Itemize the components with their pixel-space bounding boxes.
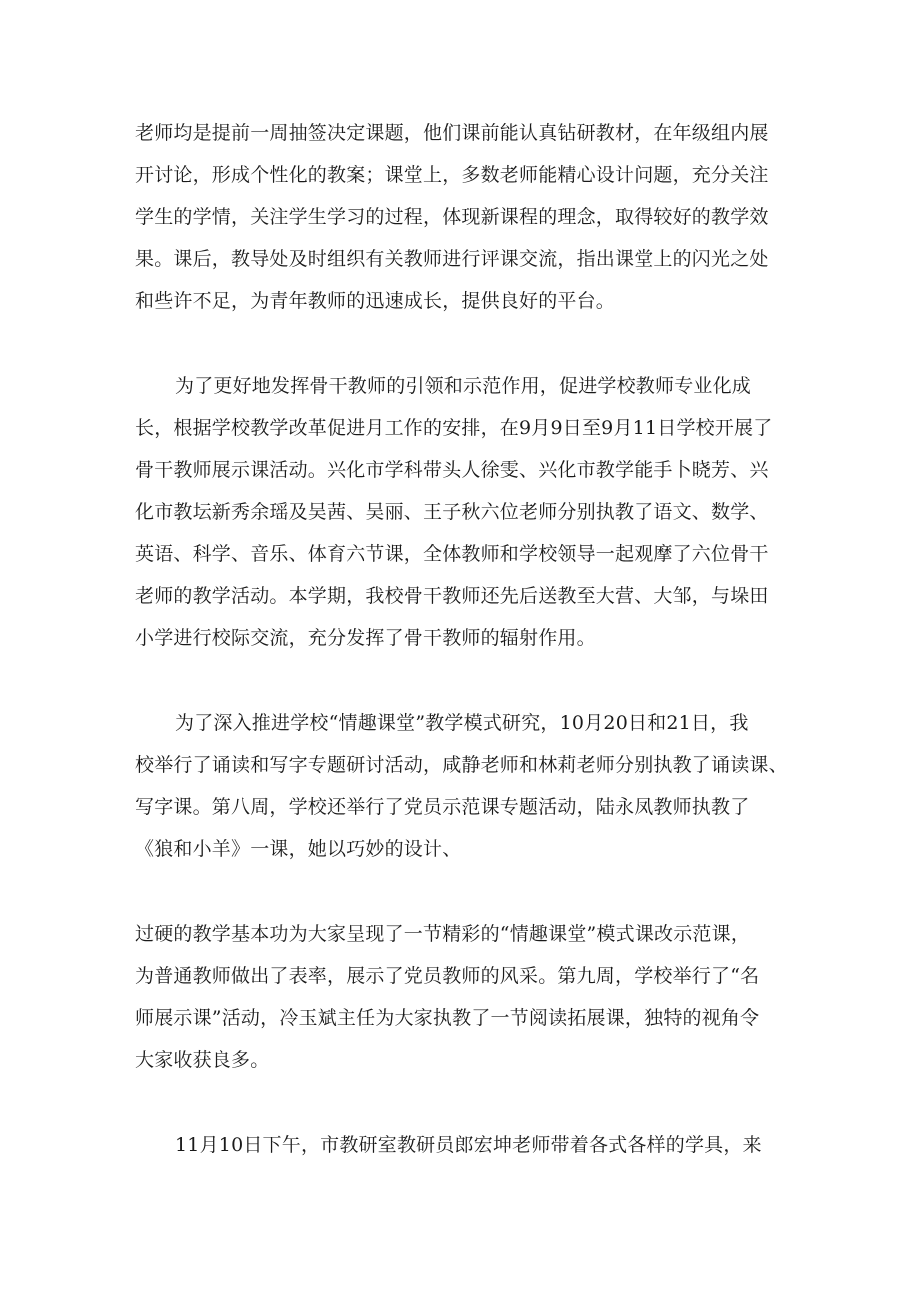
text-line: 小学进行校际交流，充分发挥了骨干教师的辐射作用。 xyxy=(135,627,596,649)
text-line: 11月10日下午，市教研室教研员郎宏坤老师带着各式各样的学具，来 xyxy=(175,1134,762,1156)
text-line: 为普通教师做出了表率，展示了党员教师的风采。第九周，学校举行了“名 xyxy=(135,965,760,987)
text-line: 学生的学情，关注学生学习的过程，体现新课程的理念，取得较好的教学效 xyxy=(135,206,769,228)
text-line: 果。课后，教导处及时组织有关教师进行评课交流，指出课堂上的闪光之处 xyxy=(135,248,769,270)
text-line: 和些许不足，为青年教师的迅速成长，提供良好的平台。 xyxy=(135,290,616,312)
text-line: 开讨论，形成个性化的教案；课堂上，多数老师能精心设计问题，充分关注 xyxy=(135,164,769,186)
text-line: 化市教坛新秀余瑶及吴茜、吴丽、王子秋六位老师分别执教了语文、数学、 xyxy=(135,501,769,523)
text-line: 校举行了诵读和写字专题研讨活动，咸静老师和林莉老师分别执教了诵读课、 xyxy=(135,754,788,776)
text-line: 过硬的教学基本功为大家呈现了一节精彩的“情趣课堂”模式课改示范课， xyxy=(135,923,751,945)
text-line: 为了深入推进学校“情趣课堂”教学模式研究，10月20日和21日，我 xyxy=(175,712,749,734)
text-line: 为了更好地发挥骨干教师的引领和示范作用，促进学校教师专业化成 xyxy=(175,375,752,397)
text-line: 大家收获良多。 xyxy=(135,1049,270,1071)
text-line: 英语、科学、音乐、体育六节课，全体教师和学校领导一起观摩了六位骨干 xyxy=(135,543,769,565)
text-line: 《狼和小羊》一课，她以巧妙的设计、 xyxy=(135,838,462,860)
text-line: 老师均是提前一周抽签决定课题，他们课前能认真钻研教材，在年级组内展 xyxy=(135,122,769,144)
text-line: 长，根据学校教学改革促进月工作的安排，在9月9日至9月11日学校开展了 xyxy=(135,417,773,439)
text-line: 师展示课”活动，冷玉斌主任为大家执教了一节阅读拓展课，独特的视角令 xyxy=(135,1007,760,1029)
text-line: 老师的教学活动。本学期，我校骨干教师还先后送教至大营、大邹，与垛田 xyxy=(135,585,769,607)
text-line: 写字课。第八周，学校还举行了党员示范课专题活动，陆永凤教师执教了 xyxy=(135,796,750,818)
text-line: 骨干教师展示课活动。兴化市学科带头人徐雯、兴化市教学能手卜晓芳、兴 xyxy=(135,459,769,481)
